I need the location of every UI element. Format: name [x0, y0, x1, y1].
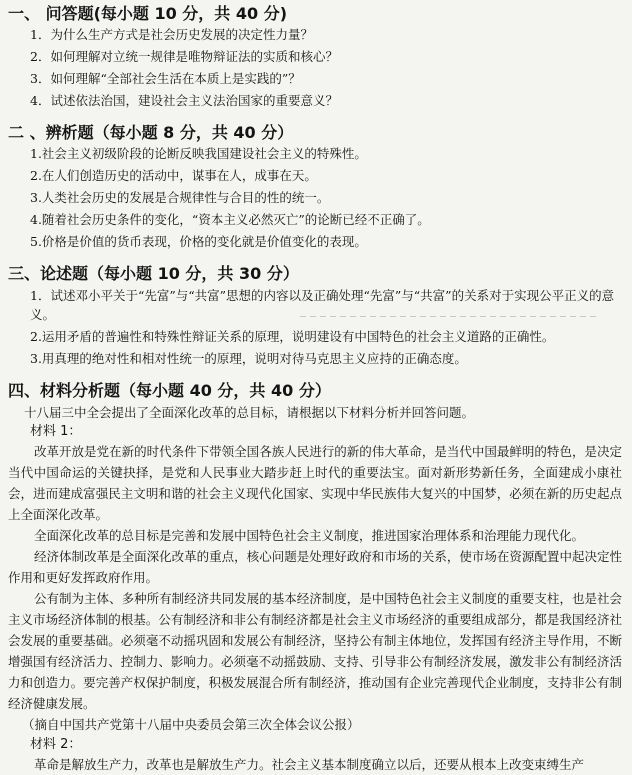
- material-1-label: 材料 1：: [30, 424, 82, 439]
- material-paragraph: 全面深化改革的总目标是完善和发展中国特色社会主义制度，推进国家治理体系和治理能力现代化。: [34, 528, 585, 543]
- question-item: 1.社会主义初级阶段的论断反映我国建设社会主义的特殊性。: [30, 146, 367, 161]
- question-list-analysis: [8, 143, 622, 253]
- question-item: 4.随着社会历史条件的变化，“资本主义必然灭亡”的论断已经不正确了。: [30, 212, 430, 227]
- question-item: 3．如何理解“全部社会生活在本质上是实践的”？: [30, 71, 301, 86]
- question-item: 2.运用矛盾的普遍性和特殊性辩证关系的原理，说明建设有中国特色的社会主义道路的正确性。: [30, 329, 555, 344]
- section-title-qa: 一、 问答题(每小题 10 分，共 40 分): [8, 4, 288, 23]
- question-item: 1．试述邓小平关于“先富”与“共富”思想的内容以及正确处理“先富”与“共富”的关系对于实现公平正义的意义。: [30, 288, 615, 322]
- material-paragraph: 革命是解放生产力，改革也是解放生产力。社会主义基本制度确立以后，还要从根本上改变束缚生产: [34, 757, 585, 772]
- material-2-label: 材料 2：: [30, 737, 82, 752]
- material-paragraph: 经济体制改革是全面深化改革的重点，核心问题是处理好政府和市场的关系，使市场在资源配置中起决定性作用和更好发挥政府作用。: [8, 549, 622, 585]
- scan-smudge: [300, 316, 600, 317]
- question-item: 3.人类社会历史的发展是合规律性与合目的性的统一。: [30, 190, 330, 205]
- section-title-material: 四、材料分析题（每小题 40 分，共 40 分）: [8, 381, 331, 400]
- material-source: （摘自中国共产党第十八届中央委员会第三次全体会议公报）: [22, 717, 360, 732]
- question-item: 4．试述依法治国，建设社会主义法治国家的重要意义？: [30, 93, 338, 108]
- section-title-essay: 三、论述题（每小题 10 分，共 30 分）: [8, 264, 299, 283]
- question-item: 5.价格是价值的货币表现，价格的变化就是价值变化的表现。: [30, 234, 367, 249]
- material-paragraph: 公有制为主体、多种所有制经济共同发展的基本经济制度，是中国特色社会主义制度的重要支柱，也是社会主义市场经济体制的根基。公有制经济和非公有制经济都是社会主义市场经济的重要组成部分，都是我国经济社会发展的重要基础。必须毫不动摇巩固和发展公有制经济，坚持公有制主体地位，发挥国有经济主导作用，不断增强国有经济活力、控制力、影响力。必须毫不动摇鼓励、支持、引导非公有制经济发展，激发非公有制经济活力和创造力。要完善产权保护制度，积极发展混合所有制经济，推动国有企业完善现代企业制度，支持非公有制经济健康发展。: [8, 591, 622, 711]
- question-item: 2．如何理解对立统一规律是唯物辩证法的实质和核心？: [30, 49, 338, 64]
- question-list-essay: [8, 286, 622, 370]
- question-item: 2.在人们创造历史的活动中，谋事在人，成事在天。: [30, 168, 317, 183]
- question-list-qa: [8, 24, 622, 112]
- material-intro: 十八届三中全会提出了全面深化改革的总目标，请根据以下材料分析并回答问题。: [24, 405, 475, 420]
- question-item: 3.用真理的绝对性和相对性统一的原理，说明对待马克思主义应持的正确态度。: [30, 351, 467, 366]
- question-item: 1．为什么生产方式是社会历史发展的决定性力量？: [30, 27, 313, 42]
- section-title-analysis: 二 、辨析题（每小题 8 分，共 40 分）: [8, 123, 294, 142]
- material-paragraph: 改革开放是党在新的时代条件下带领全国各族人民进行的新的伟大革命，是当代中国最鲜明的特色，是决定当代中国命运的关键抉择，是党和人民事业大踏步赶上时代的重要法宝。面对新形势新任务，全面建成小康社会，进而建成富强民主文明和谐的社会主义现代化国家、实现中华民族伟大复兴的中国梦，必须在新的历史起点上全面深化改革。: [8, 444, 622, 522]
